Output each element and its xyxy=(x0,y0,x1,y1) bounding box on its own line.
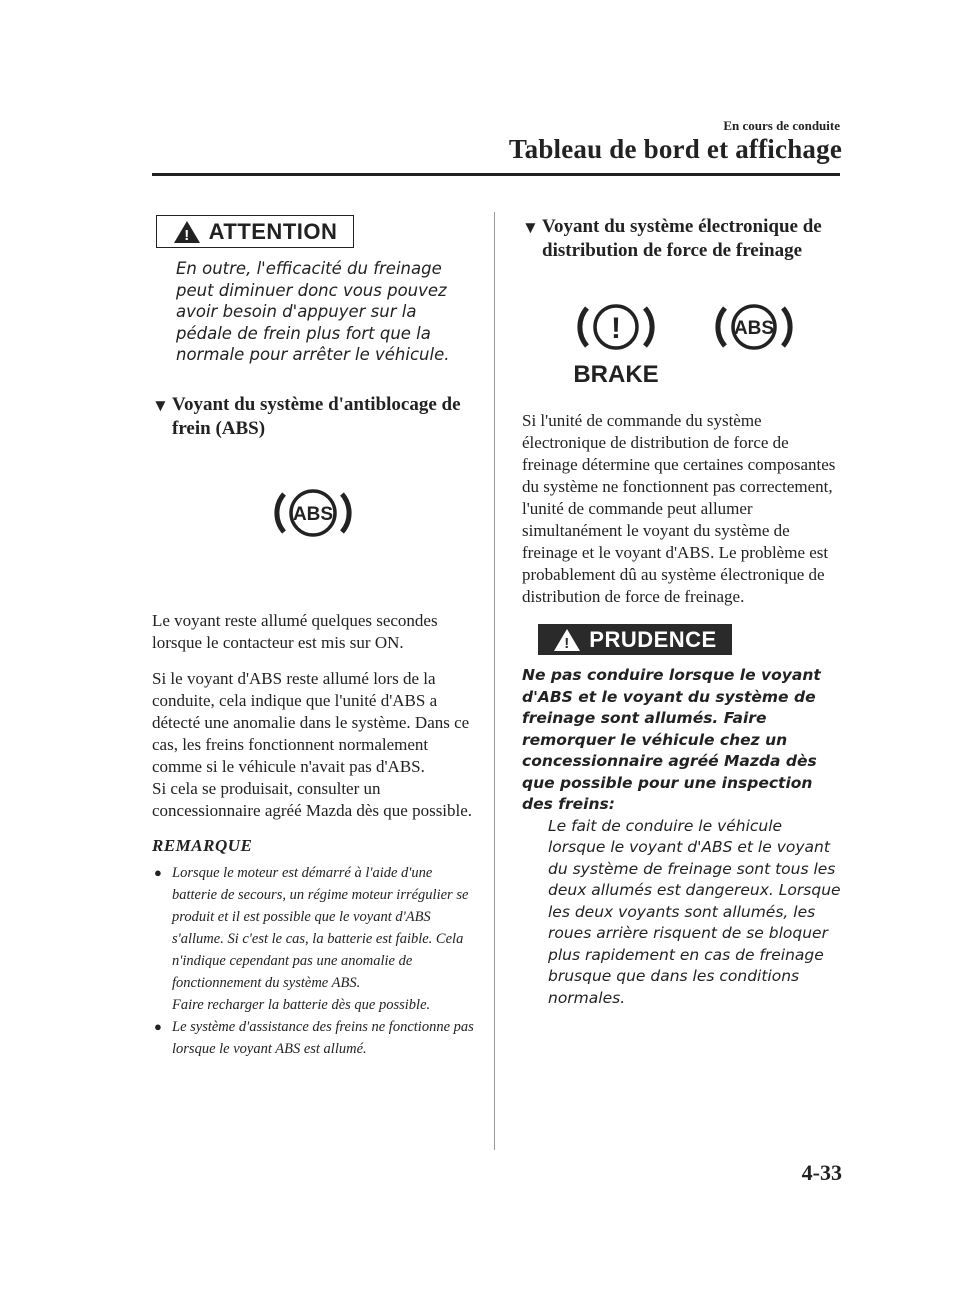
page-number: 4-33 xyxy=(801,1160,842,1185)
svg-text:!: ! xyxy=(611,312,621,345)
running-header-section: En cours de conduite xyxy=(723,118,840,133)
header-rule xyxy=(152,173,840,176)
section-triangle-icon: ▼ xyxy=(152,395,169,415)
prudence-lead-text: Ne pas conduire lorsque le voyant d'ABS et le voyant du système de freinage sont allumés. Faire remorquer le véhicule chez un concessionnaire agréé Mazda dès que possible pour une inspection des freins: xyxy=(522,666,821,813)
svg-text:!: ! xyxy=(564,634,571,652)
list-item xyxy=(152,862,474,1016)
left-column xyxy=(152,215,474,1060)
abs-warning-icon xyxy=(267,483,359,543)
prudence-body-text: Le fait de conduire le véhicule lorsque le voyant d'ABS et le voyant du système de freinage sont tous les deux allumés est dangereux. Lorsque les deux voyants sont allumés, les roues arrière risquent de se bloquer plus rapidement en cas de freinage brusque que dans les conditions normales. xyxy=(548,816,841,1007)
warning-triangle-icon xyxy=(553,628,581,652)
ebd-icon-row xyxy=(522,297,844,389)
running-header-chapter: Tableau de bord et affichage xyxy=(508,134,842,164)
svg-text:ABS: ABS xyxy=(733,318,775,339)
ebd-section-heading xyxy=(522,215,844,263)
abs-paragraph-3: Si cela se produisait, consulter un concessionnaire agréé Mazda dès que possible. xyxy=(152,778,473,820)
abs-paragraph-2: Si le voyant d'ABS reste allumé lors de la conduite, cela indique que l'unité d'ABS a détecté une anomalie dans le système. Dans ce cas, les freins fonctionnent normalement comme si le véhicule n'avait pas d'ABS. xyxy=(152,668,470,776)
attention-label: ATTENTION xyxy=(208,218,338,244)
abs-paragraph-1: Le voyant reste allumé quelques secondes lorsque le contacteur est mis sur ON. xyxy=(152,610,438,652)
ebd-paragraph: Si l'unité de commande du système électronique de distribution de force de freinage détermine que certaines composantes du système ne fonctionnent pas correctement, l'unité de commande peut allumer simultanément le voyant du système de freinage et le voyant d'ABS. Le problème est probablement dû au système électronique de distribution de force de freinage. xyxy=(522,411,836,606)
abs-heading-text: Voyant du système d'antiblocage de frein (ABS) xyxy=(172,393,461,439)
abs-warning-icon xyxy=(708,297,800,389)
note-text: Lorsque le moteur est démarré à l'aide d'une batterie de secours, un régime moteur irrégulier se produit et il est possible que le voyant d'ABS s'allume. Si c'est le cas, la batterie est faible. Cela n'indique cependant pas une anomalie de fonctionnement du système ABS. xyxy=(172,864,469,991)
remarque-heading: REMARQUE xyxy=(152,835,253,855)
remarque-list xyxy=(152,862,474,1060)
ebd-heading-text: Voyant du système électronique de distribution de force de freinage xyxy=(542,216,822,261)
svg-text:BRAKE: BRAKE xyxy=(573,361,659,388)
brake-warning-icon xyxy=(566,297,666,389)
note-text: Le système d'assistance des freins ne fonctionne pas lorsque le voyant ABS est allumé. xyxy=(172,1018,474,1057)
prudence-label-box xyxy=(538,624,732,655)
bullet-icon: ● xyxy=(154,864,162,880)
prudence-label: PRUDENCE xyxy=(589,626,717,652)
abs-icon-row xyxy=(152,483,474,543)
warning-triangle-icon xyxy=(173,220,201,244)
column-divider xyxy=(494,212,495,1150)
section-triangle-icon: ▼ xyxy=(522,218,539,237)
attention-label-box xyxy=(156,215,354,248)
abs-section-heading xyxy=(152,393,474,441)
prudence-box-wrap xyxy=(522,624,844,655)
note-text-continued: Faire recharger la batterie dès que possible. xyxy=(172,996,431,1013)
list-item xyxy=(152,1016,474,1060)
svg-text:ABS: ABS xyxy=(292,503,334,525)
attention-text: En outre, l'efficacité du freinage peut diminuer donc vous pouvez avoir besoin d'appuyer sur la pédale de frein plus fort que la normale pour arrêter le véhicule. xyxy=(176,259,450,364)
right-column xyxy=(522,215,844,1009)
bullet-icon: ● xyxy=(154,1018,162,1034)
svg-text:!: ! xyxy=(183,226,190,244)
